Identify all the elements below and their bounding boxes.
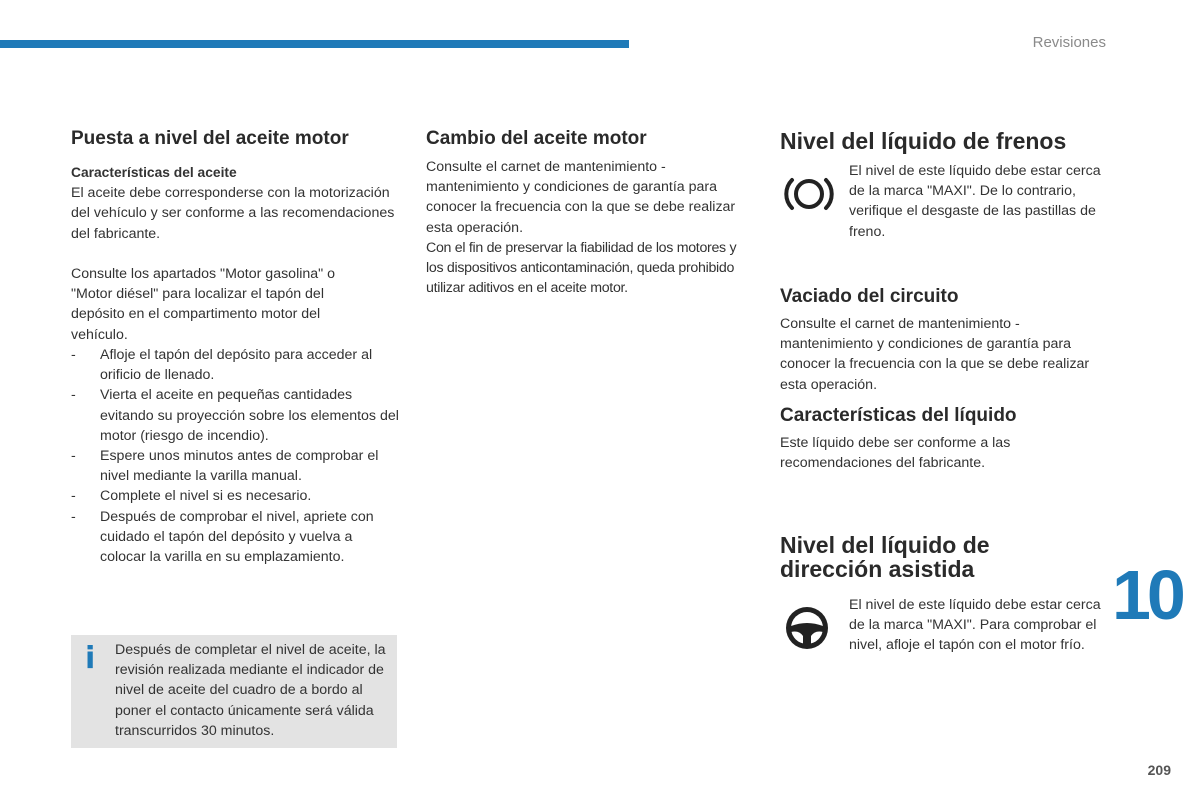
oil-change-title: Cambio del aceite motor bbox=[426, 128, 647, 149]
page-number: 209 bbox=[1147, 762, 1171, 778]
info-note-box bbox=[71, 635, 397, 748]
fluid-characteristics-text: Este líquido debe ser conforme a las recomendaciones del fabricante. bbox=[780, 435, 1011, 472]
oil-characteristics-block bbox=[71, 163, 401, 244]
drain-circuit-title: Vaciado del circuito bbox=[780, 286, 959, 307]
list-item: - Espere unos minutos antes de comprobar el nivel mediante la varilla manual. bbox=[71, 448, 379, 485]
brake-warning-icon bbox=[783, 168, 835, 220]
oil-additives-text: Con el fin de preservar la fiabilidad de los motores y los dispositivos anticontaminación, queda prohibido utilizar aditivos en el aceite motor. bbox=[426, 240, 737, 297]
oil-location-text: Consulte los apartados "Motor gasolina" o "Motor diésel" para localizar el tapón del depósito en el compartimento motor del vehículo. bbox=[71, 266, 336, 343]
list-item: - Afloje el tapón del depósito para acceder al orificio de llenado. bbox=[71, 347, 373, 384]
info-icon: i bbox=[85, 641, 96, 676]
list-item: - Complete el nivel si es necesario. bbox=[71, 488, 312, 505]
steering-wheel-icon bbox=[781, 602, 833, 654]
list-item: - Después de comprobar el nivel, apriete con cuidado el tapón del depósito y vuelva a colocar la varilla en su emplazamiento. bbox=[71, 508, 374, 566]
oil-characteristics-subtitle: Características del aceite bbox=[71, 165, 237, 180]
chapter-number: 10 bbox=[1112, 556, 1182, 634]
info-note-text: Después de completar el nivel de aceite, la revisión realizada mediante el indicador de nivel de aceite del cuadro de a bordo al poner el contacto únicamente será válida transcurridos 30 minutos. bbox=[115, 642, 386, 739]
brake-fluid-title: Nivel del líquido de frenos bbox=[780, 128, 1067, 154]
oil-topup-title: Puesta a nivel del aceite motor bbox=[71, 128, 349, 149]
oil-change-text: Consulte el carnet de mantenimiento - mantenimiento y condiciones de garantía para conocer la frecuencia con la que se debe realizar esta operación. bbox=[426, 159, 736, 236]
header-accent-bar bbox=[0, 40, 629, 48]
drain-circuit-text: Consulte el carnet de mantenimiento - mantenimiento y condiciones de garantía para conocer la frecuencia con la que se debe realizar esta operación. bbox=[780, 316, 1090, 393]
steering-fluid-text: El nivel de este líquido debe estar cerca de la marca "MAXI". Para comprobar el nivel, afloje el tapón con el motor frío. bbox=[849, 597, 1101, 654]
section-title: Revisiones bbox=[1032, 34, 1106, 51]
fluid-characteristics-title: Características del líquido bbox=[780, 405, 1017, 426]
steering-fluid-title: Nivel del líquido de dirección asistida bbox=[780, 532, 990, 582]
oil-characteristics-text: El aceite debe corresponderse con la motorización del vehículo y ser conforme a las recomendaciones del fabricante. bbox=[71, 185, 395, 242]
oil-topup-steps bbox=[71, 345, 401, 567]
list-item: - Vierta el aceite en pequeñas cantidades evitando su proyección sobre los elementos del motor (riesgo de incendio). bbox=[71, 387, 399, 444]
brake-fluid-text: El nivel de este líquido debe estar cerca de la marca "MAXI". De lo contrario, verifique el desgaste de las pastillas de freno. bbox=[849, 163, 1101, 240]
